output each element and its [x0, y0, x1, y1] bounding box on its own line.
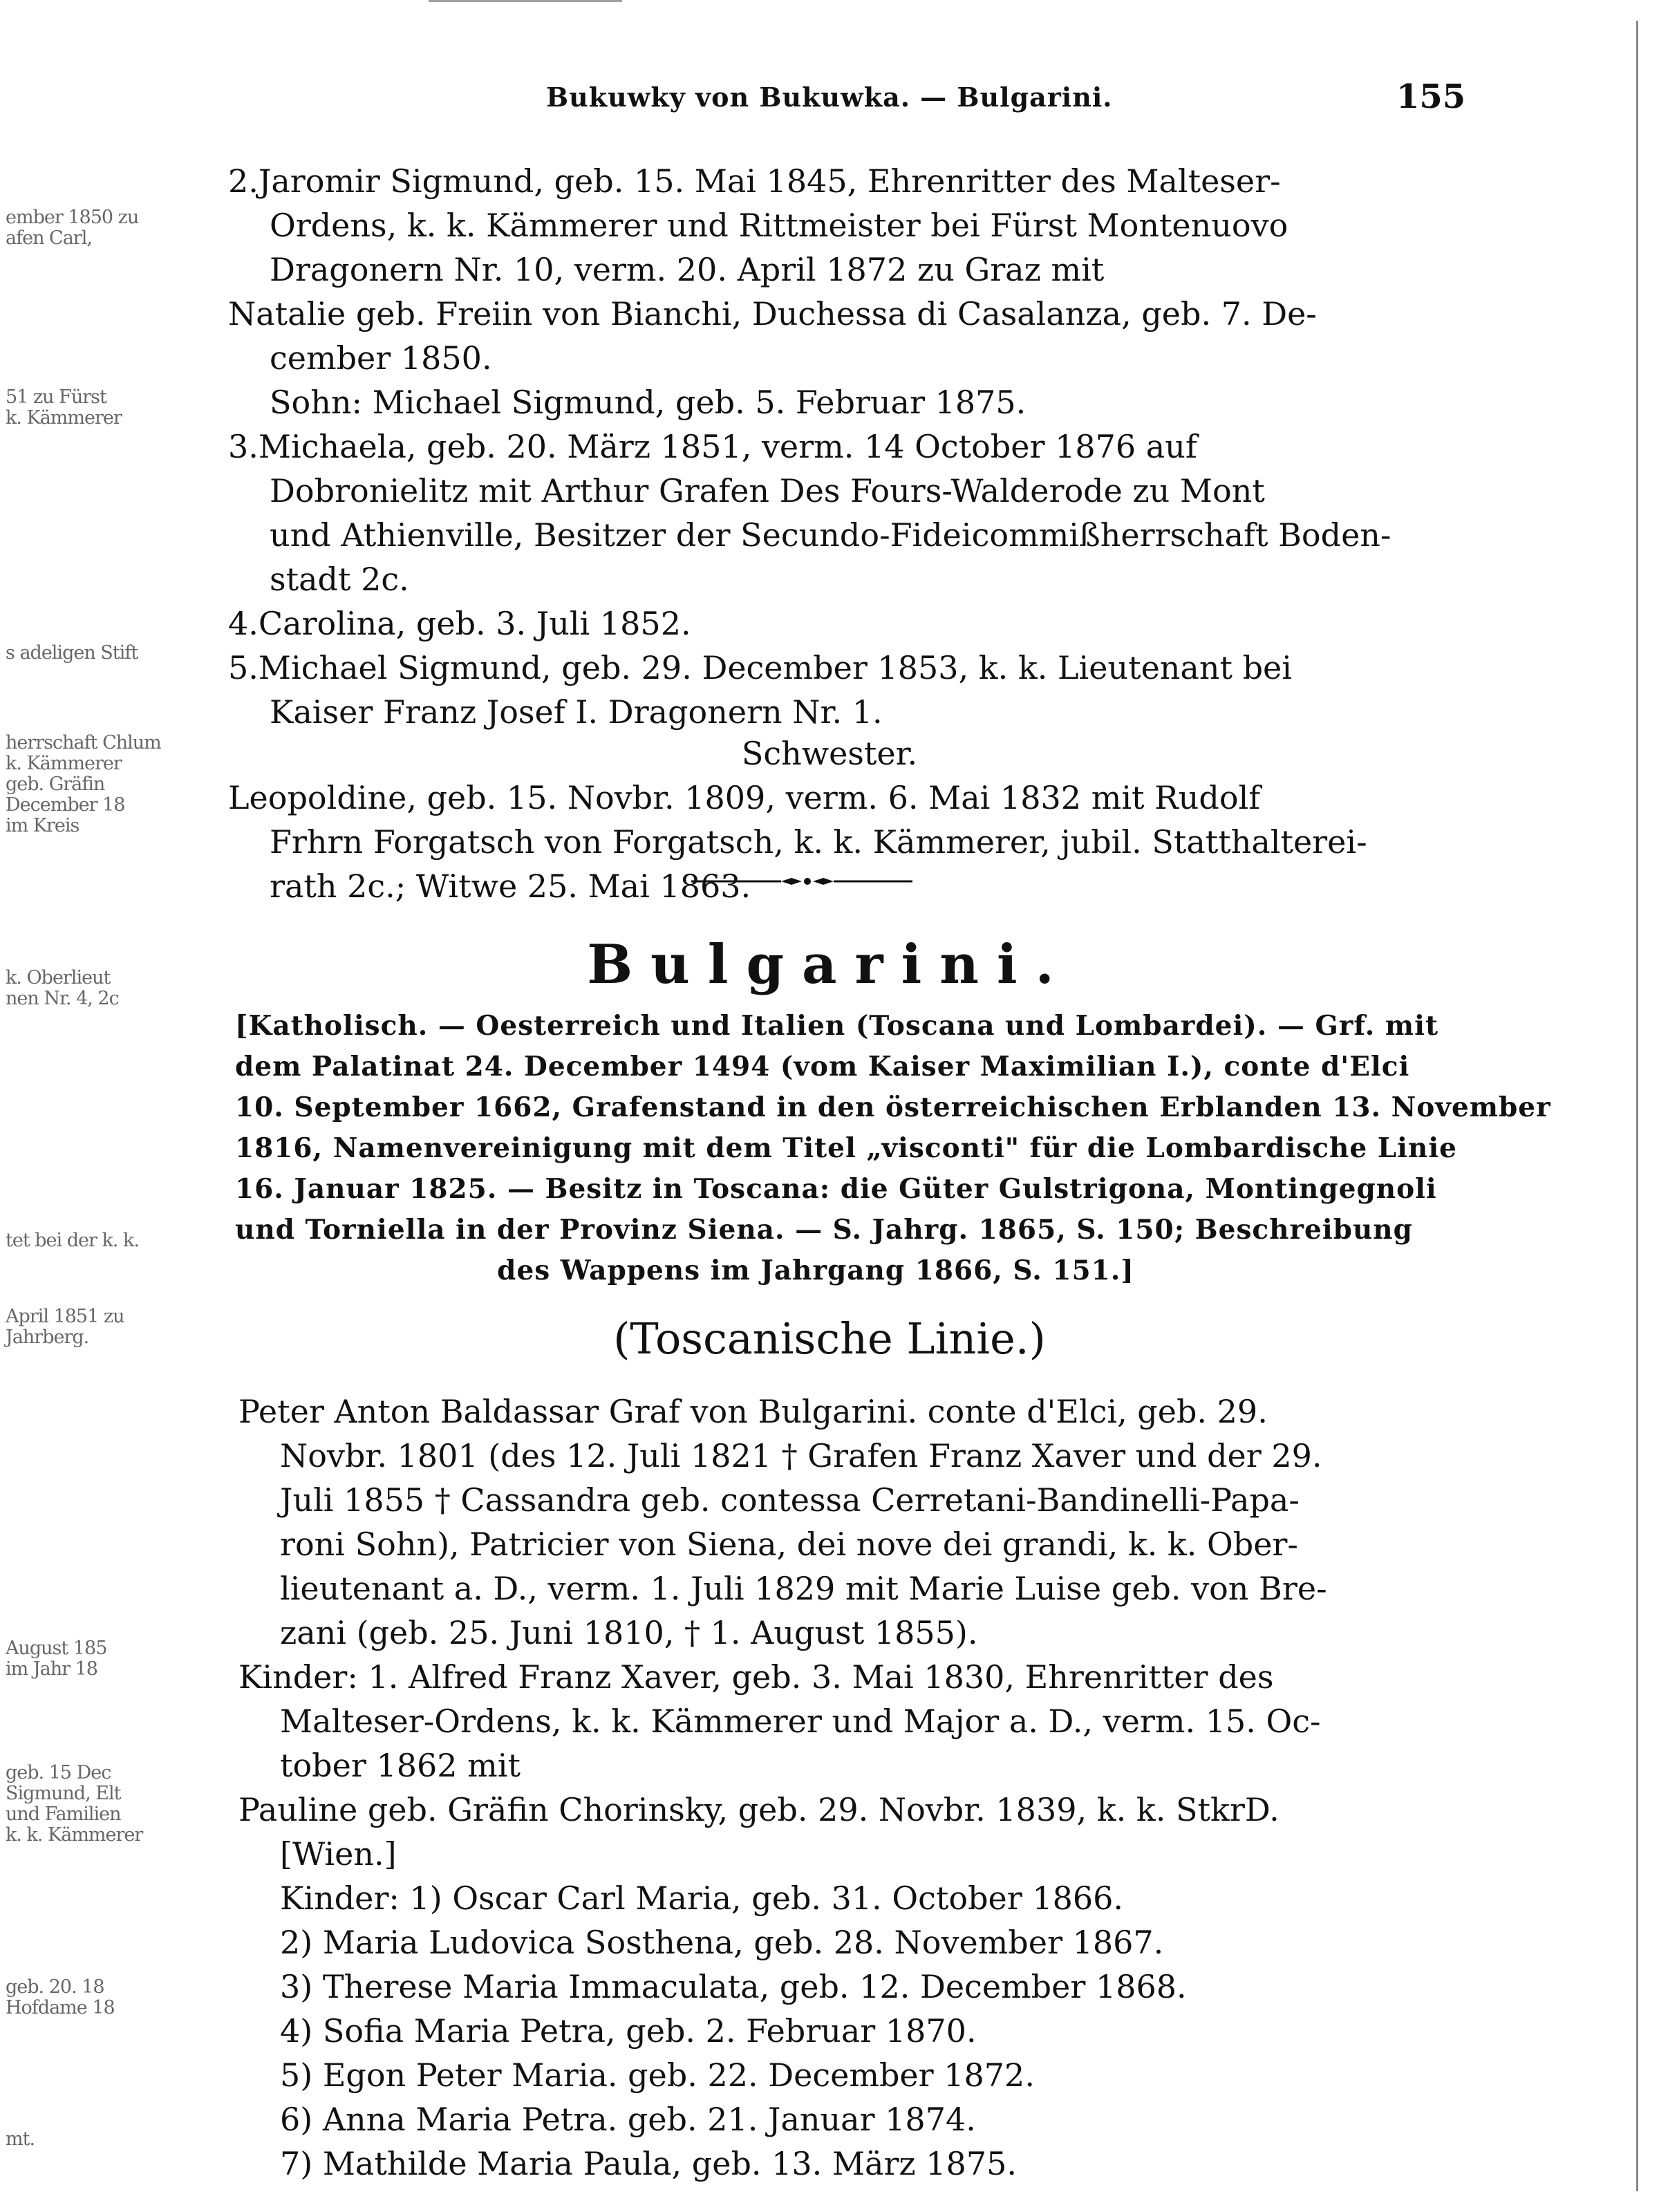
bleed-line: geb. Gräfin: [6, 774, 105, 795]
intro-line: 16. Januar 1825. — Besitz in Toscana: die Güter Gulstrigona, Montingegnoli: [235, 1173, 1437, 1205]
intro-line: [Katholisch. — Oesterreich und Italien (Toscana und Lombardei). — Grf. mit: [235, 1010, 1438, 1042]
bleed-line: im Jahr 18: [6, 1658, 97, 1680]
grandchild-line: Kinder: 1) Oscar Carl Maria, geb. 31. October 1866.: [280, 1880, 1124, 1917]
section-divider-ornament: [691, 877, 912, 886]
page-gutter-edge: [1636, 21, 1638, 2191]
intro-line: dem Palatinat 24. December 1494 (vom Kaiser Maximilian I.), conte d'Elci: [235, 1051, 1410, 1082]
entry-line: Kaiser Franz Josef I. Dragonern Nr. 1.: [270, 693, 883, 731]
entry-line: Frhrn Forgatsch von Forgatsch, k. k. Kämmerer, jubil. Statthalterei-: [270, 823, 1367, 861]
intro-line: des Wappens im Jahrgang 1866, S. 151.]: [497, 1255, 1134, 1286]
bleed-line: k. k. Kämmerer: [6, 1824, 143, 1846]
entry-line: und Athienville, Besitzer der Secundo-Fideicommißherrschaft Boden-: [270, 516, 1391, 554]
entry-line: Dragonern Nr. 10, verm. 20. April 1872 zu Graz mit: [270, 251, 1105, 288]
sister-heading: Schwester.: [741, 735, 918, 772]
bleed-line: 51 zu Fürst: [6, 386, 106, 408]
bleed-line: tet bei der k. k.: [6, 1230, 139, 1251]
bleed-line: im Kreis: [6, 815, 79, 836]
entry-michaela: [228, 424, 1391, 601]
entry-line: Leopoldine, geb. 15. Novbr. 1809, verm. 6. Mai 1832 mit Rudolf: [228, 779, 1261, 816]
bleed-line: Hofdame 18: [6, 1997, 115, 2018]
grandchild-line: 5) Egon Peter Maria. geb. 22. December 1872.: [280, 2056, 1035, 2094]
entry-line: Malteser-Ordens, k. k. Kämmerer und Major a. D., verm. 15. Oc-: [280, 1703, 1321, 1740]
entry-line: 4.Carolina, geb. 3. Juli 1852.: [228, 605, 691, 642]
entry-peter-anton: [238, 1389, 1327, 1655]
facing-page-bleed-column: [0, 0, 161, 2212]
bleed-line: afen Carl,: [6, 227, 92, 249]
entry-pauline: [238, 1788, 1280, 1876]
entry-line: Sohn: Michael Sigmund, geb. 5. Februar 1875.: [270, 384, 1027, 421]
grandchild-line: 7) Mathilde Maria Paula, geb. 13. März 1875.: [280, 2145, 1017, 2182]
section-title: Bulgarini.: [587, 933, 1072, 996]
bleed-fragment: [6, 1230, 139, 1251]
intro-line: und Torniella in der Provinz Siena. — S. Jahrg. 1865, S. 150; Beschreibung: [235, 1214, 1413, 1246]
entry-line: 2.Jaromir Sigmund, geb. 15. Mai 1845, Ehrenritter des Malteser-: [228, 162, 1281, 200]
bleed-fragment: [6, 643, 138, 664]
grandchild-line: 4) Sofia Maria Petra, geb. 2. Februar 1870.: [280, 2012, 977, 2050]
entry-line: Novbr. 1801 (des 12. Juli 1821 † Grafen Franz Xaver und der 29.: [280, 1437, 1322, 1474]
entry-natalie: [228, 292, 1317, 424]
entry-leopoldine: [228, 776, 1367, 908]
bleed-line: geb. 15 Dec: [6, 1762, 111, 1783]
entry-jaromir: [228, 159, 1288, 292]
entry-line: [Wien.]: [280, 1835, 397, 1873]
entry-line: 3.Michaela, geb. 20. März 1851, verm. 14 October 1876 auf: [228, 428, 1197, 465]
entry-grandchildren: [280, 1876, 1187, 2186]
grandchild-line: 6) Anna Maria Petra. geb. 21. Januar 1874.: [280, 2101, 976, 2138]
entry-line: Pauline geb. Gräfin Chorinsky, geb. 29. Novbr. 1839, k. k. StkrD.: [238, 1791, 1280, 1828]
bleed-line: mt.: [6, 2128, 35, 2150]
bleed-line: k. Oberlieut: [6, 967, 111, 988]
bleed-line: herrschaft Chlum: [6, 732, 161, 753]
bleed-line: Sigmund, Elt: [6, 1783, 121, 1804]
page-number: 155: [1396, 77, 1466, 116]
bleed-fragment: [6, 1638, 106, 1680]
bleed-line: April 1851 zu: [6, 1306, 124, 1327]
entry-line: lieutenant a. D., verm. 1. Juli 1829 mit Marie Luise geb. von Bre-: [280, 1570, 1327, 1607]
bleed-line: geb. 20. 18: [6, 1976, 104, 1998]
entry-line: Dobronielitz mit Arthur Grafen Des Fours-Walderode zu Mont: [270, 472, 1265, 509]
entry-children-alfred: [238, 1655, 1321, 1788]
entry-line: Juli 1855 † Cassandra geb. contessa Cerretani-Bandinelli-Papa-: [280, 1481, 1300, 1519]
entry-line: zani (geb. 25. Juni 1810, † 1. August 1855).: [280, 1614, 978, 1651]
entry-michael-sigmund: [228, 646, 1292, 734]
entry-line: roni Sohn), Patricier von Siena, dei nove dei grandi, k. k. Ober-: [280, 1526, 1298, 1563]
bleed-line: Jahrberg.: [6, 1327, 89, 1348]
bleed-line: August 185: [6, 1638, 107, 1659]
entry-line: stadt 2c.: [270, 561, 409, 598]
running-head: [0, 77, 1659, 116]
bleed-fragment: [6, 1763, 142, 1846]
intro-line: 10. September 1662, Grafenstand in den österreichischen Erblanden 13. November: [235, 1091, 1551, 1123]
bleed-line: December 18: [6, 794, 125, 816]
entry-line: 5.Michael Sigmund, geb. 29. December 1853, k. k. Lieutenant bei: [228, 649, 1292, 686]
bleed-fragment: [6, 1977, 115, 2018]
entry-line: Peter Anton Baldassar Graf von Bulgarini. conte d'Elci, geb. 29.: [238, 1393, 1268, 1430]
grandchild-line: 2) Maria Ludovica Sosthena, geb. 28. November 1867.: [280, 1924, 1164, 1961]
section-intro: [235, 1006, 1551, 1291]
grandchild-line: 3) Therese Maria Immaculata, geb. 12. December 1868.: [280, 1968, 1187, 2005]
bleed-line: k. Kämmerer: [6, 753, 122, 774]
intro-line: 1816, Namenvereinigung mit dem Titel „visconti" für die Lombardische Linie: [235, 1132, 1457, 1164]
entry-line: tober 1862 mit: [280, 1747, 521, 1784]
entry-line: cember 1850.: [270, 339, 492, 377]
entry-line: Ordens, k. k. Kämmerer und Rittmeister bei Fürst Montenuovo: [270, 207, 1288, 244]
top-edge-print-fragment: [429, 0, 622, 9]
running-head-title: Bukuwky von Bukuwka. — Bulgarini.: [546, 82, 1113, 113]
entry-line: Kinder: 1. Alfred Franz Xaver, geb. 3. Mai 1830, Ehrenritter des: [238, 1658, 1274, 1696]
bleed-fragment: [6, 387, 122, 429]
subsection-title: (Toscanische Linie.): [613, 1313, 1046, 1364]
bleed-line: k. Kämmerer: [6, 407, 122, 429]
entry-carolina: [228, 601, 691, 646]
bleed-fragment: [6, 207, 138, 249]
entry-line: Natalie geb. Freiin von Bianchi, Duchessa di Casalanza, geb. 7. De-: [228, 295, 1317, 332]
bleed-line: ember 1850 zu: [6, 207, 139, 228]
bleed-line: s adeligen Stift: [6, 642, 138, 664]
bleed-line: und Familien: [6, 1803, 121, 1825]
bleed-fragment: [6, 2129, 35, 2150]
bleed-line: nen Nr. 4, 2c: [6, 988, 119, 1009]
entry-line: rath 2c.; Witwe 25. Mai 1863.: [270, 868, 751, 905]
